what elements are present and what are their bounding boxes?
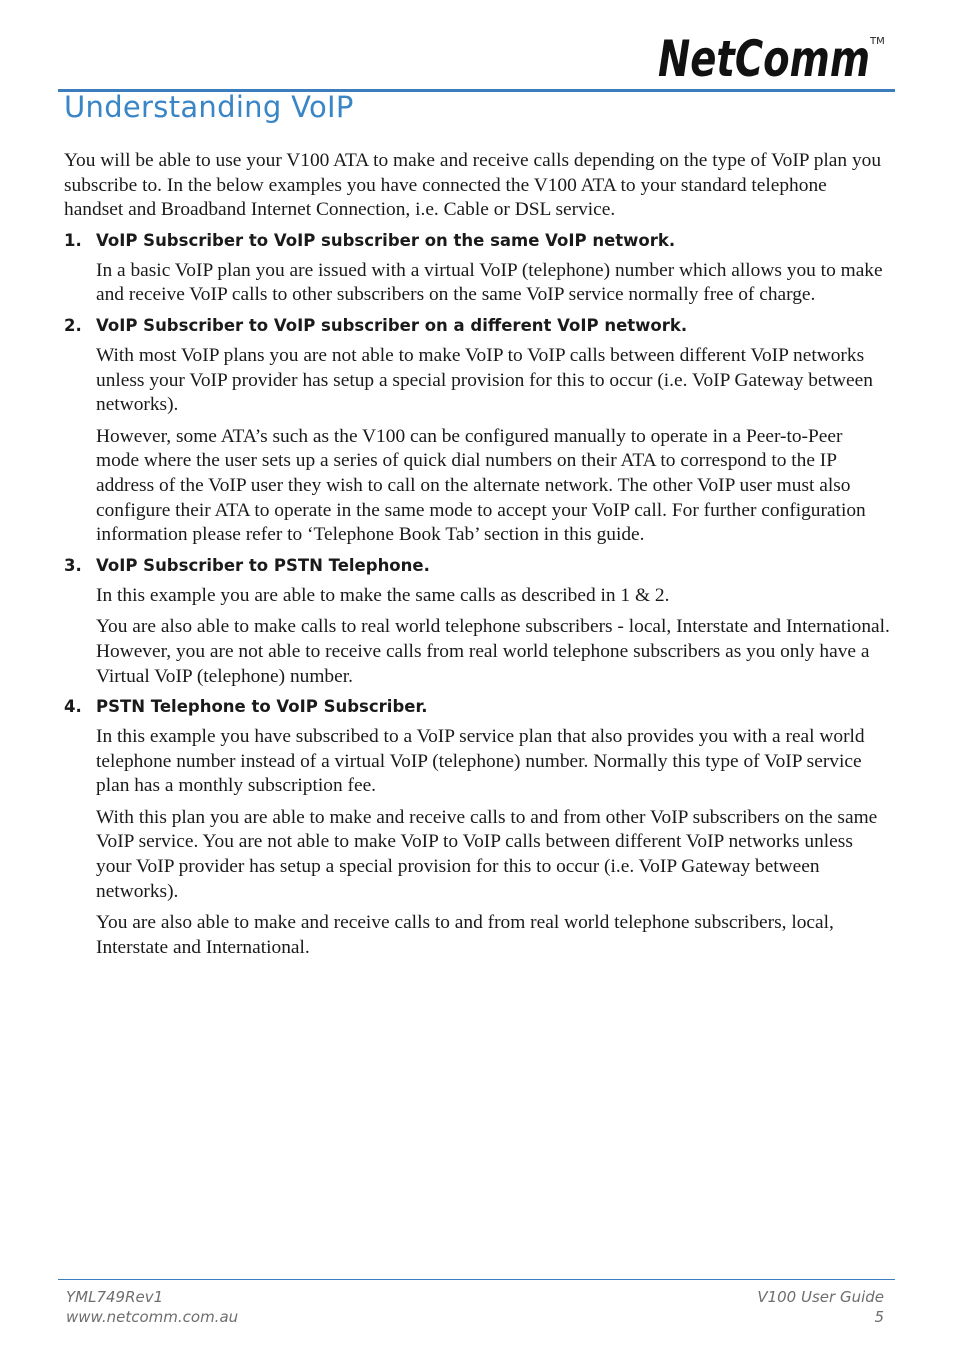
section-paragraph: In this example you are able to make the same calls as described in 1 & 2. — [96, 584, 670, 606]
footer-left — [66, 1287, 238, 1327]
section-paragraph: With this plan you are able to make and receive calls to and from other VoIP subscribers on the same VoIP service. You are not able to make VoIP to VoIP calls between different VoIP networks unless your VoIP provider has setup a special provision for this to occur (i.e. VoIP Gateway between networks). — [96, 806, 878, 902]
section-paragraph: However, some ATA’s such as the V100 can be configured manually to operate in a Peer-to-Peer mode where the user sets up a series of quick dial numbers on their ATA to correspond to the IP address of the VoIP user they wish to call on the alternate network. The other VoIP user must also configure their ATA to operate in the same mode to accept your VoIP call. For further configuration information please refer to ‘Telephone Book Tab’ section in this guide. — [96, 425, 866, 546]
section-heading-text: PSTN Telephone to VoIP Subscriber. — [96, 697, 428, 717]
guide-name: V100 User Guide — [757, 1288, 884, 1306]
footer-right — [757, 1287, 884, 1327]
section-4 — [64, 696, 890, 960]
section-number: 4. — [64, 697, 82, 717]
logo-trademark: TM — [870, 36, 885, 47]
section-heading-text: VoIP Subscriber to VoIP subscriber on a different VoIP network. — [96, 315, 688, 335]
section-paragraph: You are also able to make and receive calls to and from real world telephone subscribers, local, Interstate and International. — [96, 912, 834, 958]
section-number: 2. — [64, 315, 82, 335]
netcomm-logo-icon — [656, 24, 886, 82]
section-number: 3. — [64, 555, 82, 575]
section-number: 1. — [64, 230, 82, 250]
intro-paragraph: You will be able to use your V100 ATA to make and receive calls depending on the type of VoIP plan you subscribe to. In the below examples you have connected the V100 ATA to your standard telephone handset and Broadband Internet Connection, i.e. Cable or DSL service. — [64, 150, 882, 221]
section-heading-text: VoIP Subscriber to PSTN Telephone. — [96, 555, 430, 575]
section-heading-text: VoIP Subscriber to VoIP subscriber on the same VoIP network. — [96, 230, 676, 250]
website-link[interactable]: www.netcomm.com.au — [66, 1308, 239, 1326]
section-heading — [64, 230, 890, 252]
page-title: Understanding VoIP — [64, 90, 354, 124]
section-heading — [64, 696, 890, 718]
footer-rule — [58, 1279, 895, 1280]
section-paragraph: In this example you have subscribed to a VoIP service plan that also provides you with a real world telephone number instead of a virtual VoIP (telephone) number. Normally this type of VoIP service plan has a monthly subscription fee. — [96, 726, 865, 797]
section-paragraph: In a basic VoIP plan you are issued with a virtual VoIP (telephone) number which allows you to make and receive VoIP calls to other subscribers on the same VoIP service normally free of charge. — [96, 259, 883, 306]
netcomm-logo — [656, 24, 886, 82]
section-heading — [64, 555, 890, 577]
section-paragraph: With most VoIP plans you are not able to make VoIP to VoIP calls between different VoIP networks unless your VoIP provider has setup a special provision for this to occur (i.e. VoIP Gateway between networks). — [96, 344, 873, 416]
logo-wordmark: NetComm — [658, 30, 870, 82]
page-content — [64, 149, 890, 967]
doc-code: YML749Rev1 — [66, 1288, 164, 1306]
section-heading — [64, 315, 890, 337]
section-paragraph: You are also able to make calls to real world telephone subscribers - local, Interstate and International. However, you are not able to receive calls from real world telephone subscribers as you only have a Virtual VoIP (telephone) number. — [96, 616, 890, 687]
section-2 — [64, 315, 890, 548]
page-number: 5 — [874, 1308, 884, 1326]
section-3 — [64, 555, 890, 689]
section-1 — [64, 230, 890, 308]
